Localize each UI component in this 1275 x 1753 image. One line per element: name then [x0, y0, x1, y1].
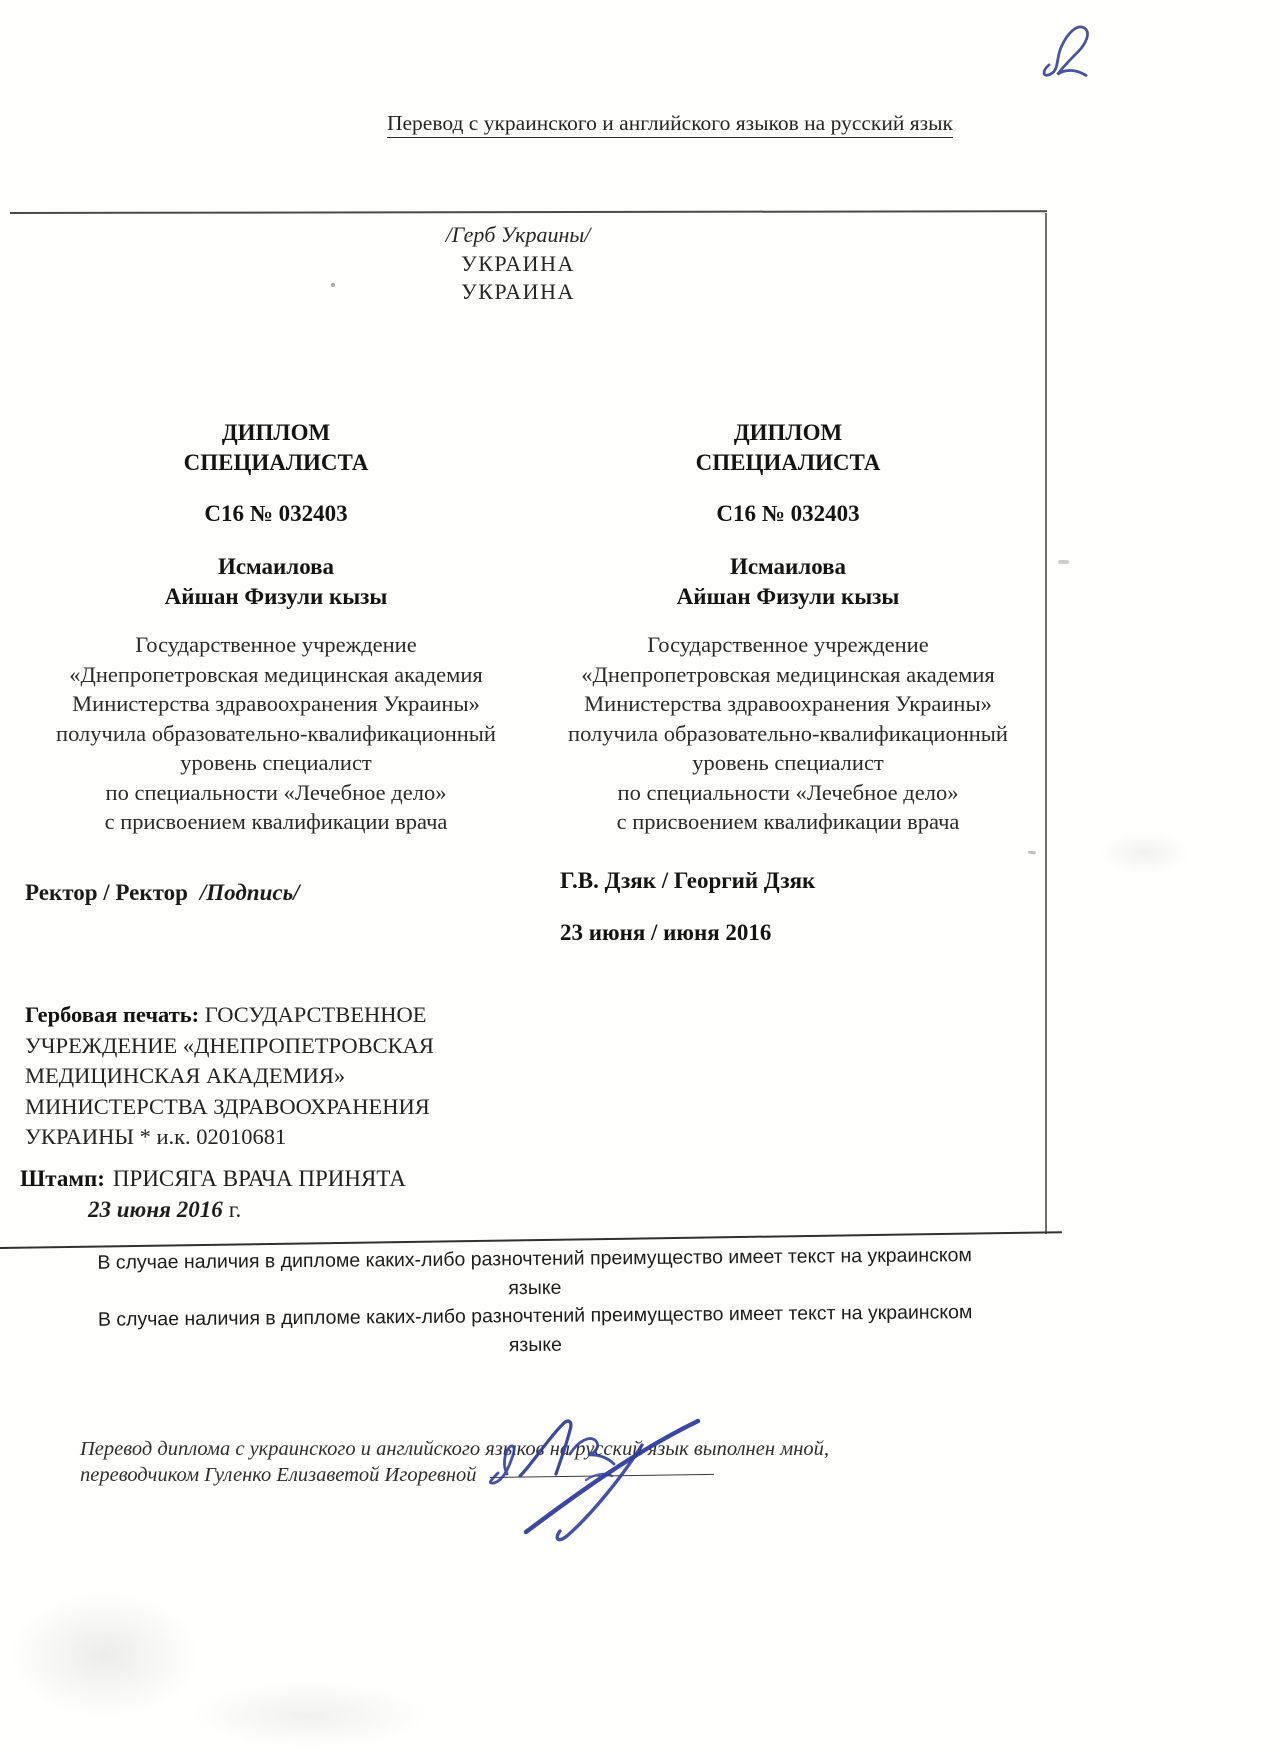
rector-label: Ректор / Ректор [25, 880, 188, 905]
stamp-date: 23 июня 2016 [88, 1197, 223, 1222]
seal-line: УКРАИНЫ * и.к. 02010681 [25, 1124, 287, 1149]
holder-given-names: Айшан Физули кызы [676, 584, 900, 609]
certificate-border-right [1045, 213, 1047, 1234]
disclaimer-line-2: В случае наличия в дипломе каких-либо разночтений преимущество имеет текст на украинском языке [97, 1301, 973, 1356]
emblem-note: /Герб Украины/ [445, 222, 591, 247]
translator-note-line-2: переводчиком Гуленко Елизаветой Игоревной [80, 1464, 477, 1486]
body-line: с присвоением квалификации врача [104, 809, 448, 834]
diploma-serial: С16 № 032403 [716, 501, 860, 526]
seal-line: УЧРЕЖДЕНИЕ «ДНЕПРОПЕТРОВСКАЯ [25, 1032, 434, 1058]
diploma-column-right [552, 418, 1024, 837]
diploma-title-line2: СПЕЦИАЛИСТА [695, 450, 881, 475]
issue-date-line: 23 июня / июня 2016 [560, 920, 772, 945]
diploma-column-left [40, 418, 512, 837]
scan-smudge [10, 1590, 200, 1720]
stamp-description-line [20, 1166, 406, 1192]
scan-speck [1058, 560, 1069, 564]
diploma-title-line1: ДИПЛОМ [733, 420, 843, 445]
seal-description-block [25, 1000, 511, 1153]
translator-note-line-1: Перевод диплома с украинского и английского языков на русский язык выполнен мной, [80, 1438, 830, 1460]
country-name-line2: УКРАИНА [461, 279, 575, 304]
seal-label: Гербовая печать: [25, 1002, 200, 1027]
disclaimer-line-1: В случае наличия в дипломе каких-либо разночтений преимущество имеет текст на украинском языке [97, 1244, 972, 1299]
body-line: получила образовательно-квалификационный [568, 720, 1008, 746]
body-line: уровень специалист [692, 750, 884, 775]
scan-speck [331, 283, 335, 287]
diploma-title-line2: СПЕЦИАЛИСТА [183, 450, 369, 475]
rector-line [25, 880, 299, 906]
signature-placeholder-note: /Подпись/ [199, 880, 300, 905]
seal-line [25, 1000, 511, 1031]
diploma-body-text [40, 630, 512, 837]
body-line: по специальности «Лечебное дело» [617, 779, 959, 805]
holder-given-names: Айшан Физули кызы [164, 584, 388, 609]
stamp-text: ПРИСЯГА ВРАЧА ПРИНЯТА [112, 1166, 406, 1191]
diploma-serial: С16 № 032403 [204, 501, 348, 526]
stamp-label: Штамп: [20, 1166, 105, 1191]
body-line: Министерства здравоохранения Украины» [72, 691, 480, 716]
rector-name: Г.В. Дзяк / Георгий Дзяк [560, 868, 816, 893]
scan-smudge [1100, 830, 1190, 876]
stamp-date-line [88, 1197, 241, 1223]
body-line: Государственное учреждение [647, 632, 929, 657]
diploma-body-text [552, 630, 1024, 837]
body-line: по специальности «Лечебное дело» [105, 779, 447, 805]
diploma-title-line1: ДИПЛОМ [221, 420, 331, 445]
body-line: с присвоением квалификации врача [616, 809, 960, 834]
seal-line: МИНИСТЕРСТВА ЗДРАВООХРАНЕНИЯ [25, 1093, 430, 1119]
handwritten-page-number [1034, 12, 1098, 86]
scan-speck [1028, 850, 1036, 854]
seal-line: МЕДИЦИНСКАЯ АКАДЕМИЯ» [25, 1063, 346, 1088]
disclaimer-block [72, 1241, 999, 1363]
body-line: «Днепропетровская медицинская академия [69, 661, 483, 687]
translation-direction-header [340, 111, 1000, 136]
scan-smudge [190, 1680, 430, 1750]
body-line: Министерства здравоохранения Украины» [584, 691, 992, 716]
holder-surname: Исмаилова [729, 554, 847, 579]
translation-direction-text: Перевод с украинского и английского языков на русский язык [387, 111, 953, 138]
stamp-date-suffix: г. [228, 1197, 242, 1222]
body-line: Государственное учреждение [135, 632, 417, 657]
holder-surname: Исмаилова [217, 554, 335, 579]
seal-text: ГОСУДАРСТВЕННОЕ [204, 1002, 427, 1027]
body-line: получила образовательно-квалификационный [56, 720, 496, 746]
certificate-border-top [10, 210, 1047, 214]
body-line: «Днепропетровская медицинская академия [581, 661, 995, 687]
emblem-block [283, 221, 753, 307]
body-line: уровень специалист [180, 750, 372, 775]
country-name-line1: УКРАИНА [461, 250, 575, 276]
translator-signature-handwritten [470, 1383, 730, 1551]
